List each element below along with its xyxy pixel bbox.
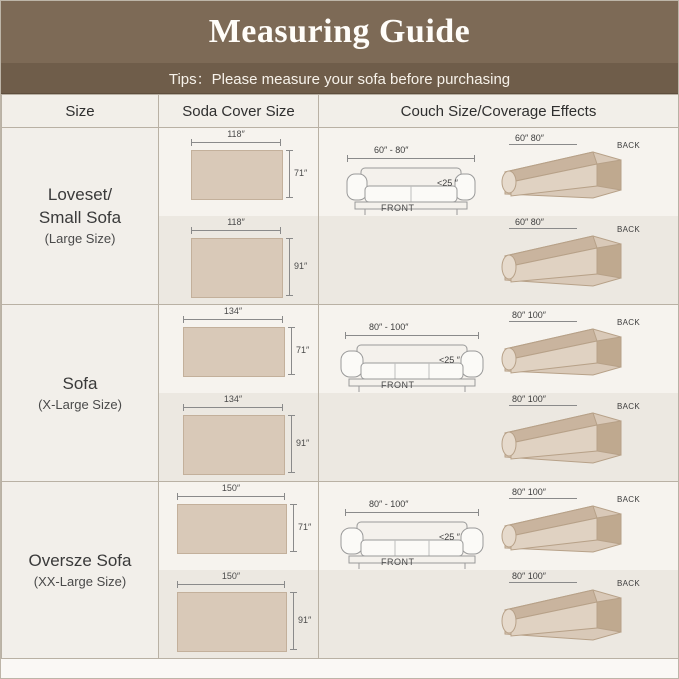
column-header-cover-size: Soda Cover Size [159,95,319,128]
row-label-line3: (X-Large Size) [38,396,122,412]
cover-rect [183,327,285,377]
row-label-line1: Oversze Sofa [28,550,132,570]
row-label-oversize [2,482,159,659]
cover-diagram-1b [159,216,318,304]
row-label-line1: Sofa [62,373,98,393]
cover-height-label: 71″ [298,522,312,532]
table-row [2,305,679,482]
cover-diagram-2a [159,305,318,393]
front-view-label: FRONT [381,557,415,567]
cover-width-label: 150″ [221,571,241,581]
couch-cell-row3 [319,482,679,659]
sofa-perspective-icon [497,500,627,562]
couch-depth-label: <25 ″ [437,178,458,188]
couch-side-range-label: 80″ 100″ [512,571,546,581]
cover-diagram-1a [159,128,318,216]
row-label-loveseat [2,128,159,305]
table-header-row [2,95,679,128]
row-label-sofa [2,305,159,482]
table-row [2,128,679,305]
back-label: BACK [617,495,640,504]
row-label-line3: (Large Size) [44,231,116,247]
sofa-perspective-icon [497,584,627,646]
back-label: BACK [617,402,640,411]
couch-diagram-2a [319,305,678,393]
row-label-line2: Small Sofa [38,208,122,228]
column-header-couch-size: Couch Size/Coverage Effects [319,95,679,128]
cover-width-label: 118″ [227,217,245,227]
cover-diagram-3a [159,482,318,570]
couch-side-range-label: 60″ 80″ [515,133,544,143]
sofa-perspective-icon [497,230,627,292]
page-header [1,1,678,63]
row-label-line3: (XX-Large Size) [33,573,127,589]
tip-bar [1,63,678,94]
cover-rect [177,504,287,554]
couch-cell-row1 [319,128,679,305]
sofa-perspective-icon [497,323,627,385]
cover-size-cell-row2 [159,305,319,482]
couch-diagram-1b [319,216,678,304]
back-label: BACK [617,225,640,234]
couch-width-label: 60″ - 80″ [374,145,409,155]
front-view-label: FRONT [381,380,415,390]
front-view-label: FRONT [381,203,415,213]
cover-height-label: 91″ [296,438,310,448]
cover-height-label: 71″ [294,168,308,178]
row-label-line1: Loveset/ [47,185,113,205]
sofa-perspective-icon [497,407,627,469]
couch-width-label: 80″ - 100″ [369,499,409,509]
cover-rect [191,238,283,298]
couch-depth-label: <25 ″ [439,532,460,542]
page-title: Measuring Guide [208,13,471,50]
cover-width-label: 134″ [223,394,243,404]
couch-diagram-2b [319,393,678,481]
size-guide-table [1,94,679,659]
cover-width-label: 118″ [227,129,245,139]
tip-text: Tips：Please measure your sofa before purchasing [168,70,511,88]
couch-diagram-3a [319,482,678,570]
table-row [2,482,679,659]
cover-rect [183,415,285,475]
couch-depth-label: <25 ″ [439,355,460,365]
couch-side-range-label: 80″ 100″ [512,487,546,497]
couch-diagram-1a [319,128,678,216]
cover-rect [177,592,287,652]
couch-side-range-label: 80″ 100″ [512,394,546,404]
cover-height-label: 91″ [294,261,308,271]
cover-height-label: 71″ [296,345,310,355]
couch-width-label: 80″ - 100″ [369,322,409,332]
back-label: BACK [617,141,640,150]
cover-height-label: 91″ [298,615,312,625]
couch-cell-row2 [319,305,679,482]
cover-diagram-3b [159,570,318,658]
cover-width-label: 134″ [223,306,243,316]
cover-size-cell-row1 [159,128,319,305]
couch-diagram-3b [319,570,678,658]
cover-diagram-2b [159,393,318,481]
sofa-perspective-icon [497,146,627,208]
couch-side-range-label: 80″ 100″ [512,310,546,320]
back-label: BACK [617,318,640,327]
couch-side-range-label: 60″ 80″ [515,217,544,227]
cover-size-cell-row3 [159,482,319,659]
back-label: BACK [617,579,640,588]
cover-rect [191,150,283,200]
column-header-size: Size [2,95,159,128]
cover-width-label: 150″ [221,483,241,493]
